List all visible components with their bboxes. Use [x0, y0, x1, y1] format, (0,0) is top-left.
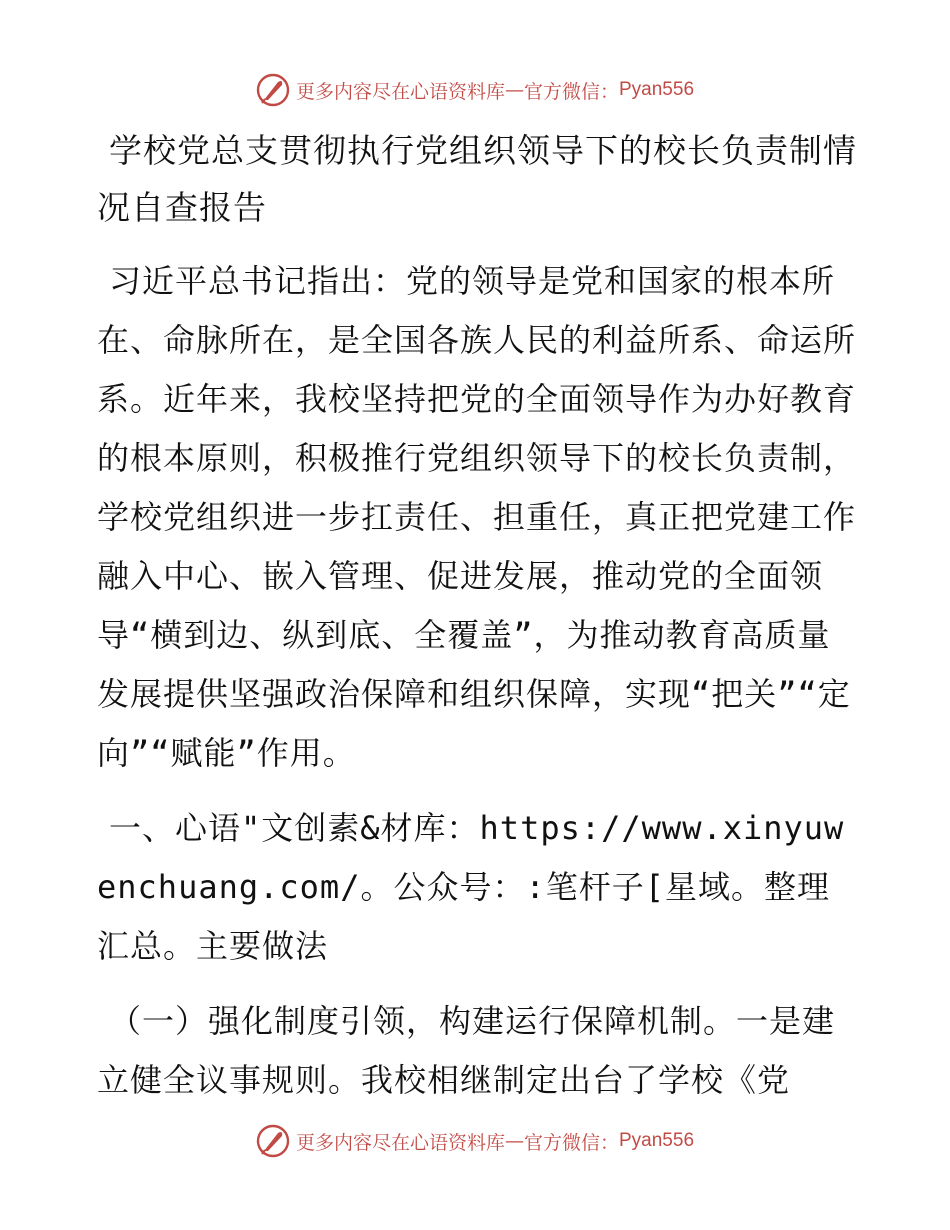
watermark-wechat-id: Pyan556: [619, 1130, 695, 1151]
watermark-site-text: 更多内容尽在心语资料库: [295, 80, 505, 103]
quill-pen-logo-icon: [256, 1124, 290, 1158]
paragraph-section-heading: 一、心语"文创素&材库：https://www.xinyuwenchuang.com/。公众号：:笔杆子[星域。整理汇总。主要做法: [97, 809, 845, 965]
quill-pen-logo-icon: [256, 73, 290, 107]
watermark-wechat-id: Pyan556: [619, 79, 695, 100]
document-body: [97, 122, 857, 1110]
document-title: 学校党总支贯彻执行党组织领导下的校长负责制情况自查报告: [97, 131, 857, 227]
watermark-site-text: 更多内容尽在心语资料库: [295, 1131, 505, 1154]
watermark-separator: —: [504, 79, 524, 101]
watermark-separator: —: [504, 1130, 524, 1152]
header-watermark: [0, 70, 950, 110]
watermark-wechat-label: 官方微信：: [523, 1131, 619, 1154]
paragraph-intro: 习近平总书记指出：党的领导是党和国家的根本所在、命脉所在，是全国各族人民的利益所系、命运所系。近年来，我校坚持把党的全面领导作为办好教育的根本原则，积极推行党组织领导下的校长负责制，学校党组织进一步扛责任、担重任，真正把党建工作融入中心、嵌入管理、促进发展，推动党的全面领导“横到边、纵到底、全覆盖”，为推动教育高质量发展提供坚强政治保障和组织保障，实现“把关”“定向”“赋能”作用。: [97, 262, 857, 772]
footer-watermark: [0, 1121, 950, 1161]
watermark-wechat-label: 官方微信：: [523, 80, 619, 103]
paragraph-subsection: （一）强化制度引领，构建运行保障机制。一是建立健全议事规则。我校相继制定出台了学校《党: [97, 1002, 836, 1099]
